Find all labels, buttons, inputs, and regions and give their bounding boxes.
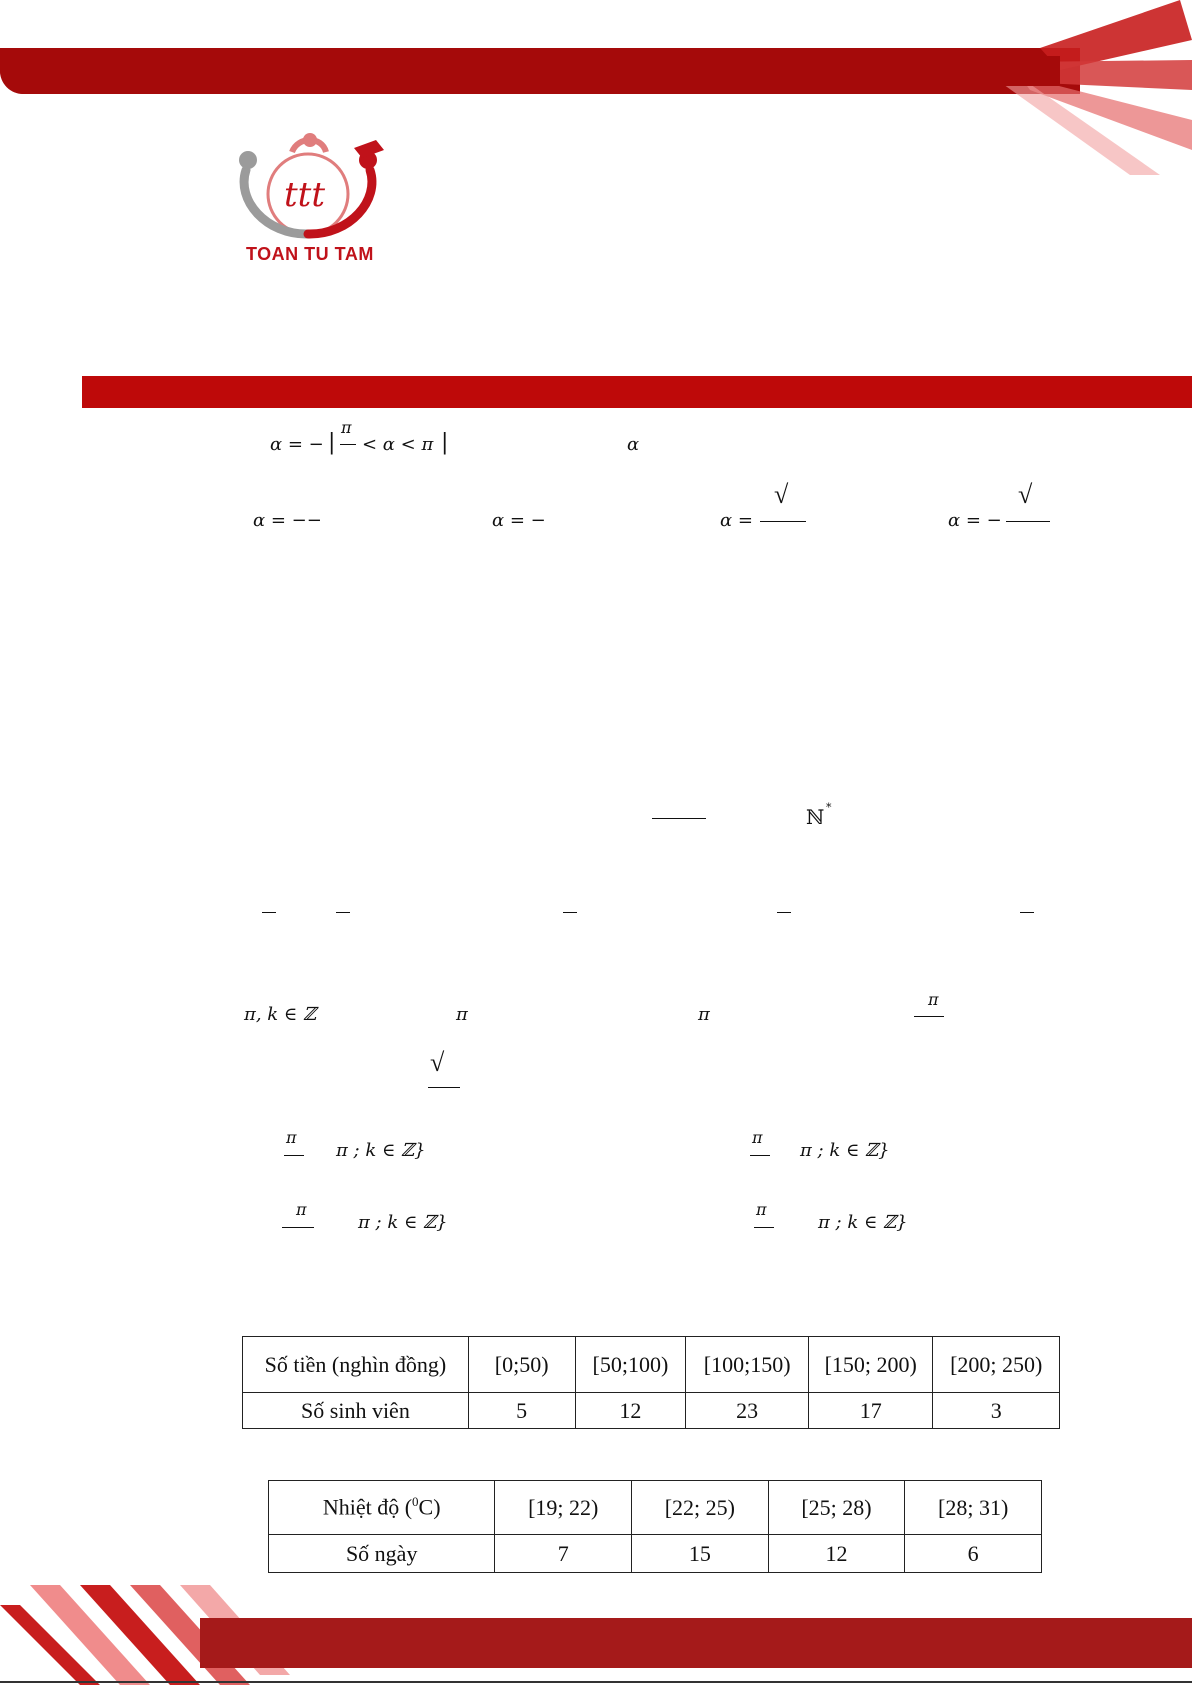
table-header-cell: [200; 250) — [933, 1337, 1060, 1393]
table-header-cell — [269, 1481, 495, 1535]
logo-wordmark: TOAN TU TAM — [246, 244, 374, 264]
table-header-cell: Số tiền (nghìn đồng) — [243, 1337, 469, 1393]
q4-line1-part-a: π, k ∈ ℤ — [244, 1004, 317, 1025]
table-cell: 12 — [575, 1393, 686, 1429]
q4-sqrt: √ — [430, 1048, 445, 1077]
table-cell: Số ngày — [269, 1535, 495, 1573]
q1-stem-bar-right: | — [441, 430, 449, 455]
temp-header-pre: Nhiệt độ ( — [322, 1494, 413, 1520]
table-cell: 6 — [905, 1535, 1042, 1573]
q1-option-b: α = − — [492, 510, 546, 531]
q1-option-c: α = — [720, 510, 753, 531]
table-header-cell: [19; 22) — [495, 1481, 632, 1535]
svg-text:ttt: ttt — [284, 175, 325, 215]
table-header-cell: [22; 25) — [632, 1481, 769, 1535]
q1-stem-bar-left: | — [328, 430, 336, 455]
footer-rule — [0, 1681, 1192, 1683]
header-band — [0, 48, 1080, 94]
q1-option-c-sqrt: √ — [774, 480, 789, 509]
table-header-cell: [100;150) — [686, 1337, 809, 1393]
table-header-row — [243, 1337, 1060, 1393]
table-header-row — [269, 1481, 1042, 1535]
temp-header-sup: 0 — [412, 1494, 419, 1510]
q4-line1-frac-num: π — [928, 990, 939, 1009]
q2-natural-set-star: * — [826, 801, 832, 814]
table-cell: 12 — [768, 1535, 905, 1573]
table-cell: 23 — [686, 1393, 809, 1429]
q3-frac-line-1 — [262, 912, 276, 913]
table-cell: 5 — [468, 1393, 575, 1429]
q4-option-c-frac-line — [282, 1227, 314, 1228]
temperature-frequency-table — [268, 1480, 1042, 1573]
footer-band — [200, 1618, 1192, 1668]
q4-sqrt-frac-line — [428, 1087, 460, 1088]
table-cell: Số sinh viên — [243, 1393, 469, 1429]
q4-option-b-frac-line — [750, 1155, 770, 1156]
q1-option-d-sqrt: √ — [1018, 480, 1033, 509]
q2-natural-set: ℕ — [806, 805, 825, 829]
q1-option-d-frac-line — [1006, 521, 1050, 522]
header-ribbon-decoration — [980, 0, 1192, 175]
q4-option-d-num: π — [756, 1200, 767, 1219]
temp-header-post: C) — [418, 1494, 441, 1520]
table-header-cell: [50;100) — [575, 1337, 686, 1393]
section-title-bar — [82, 376, 1192, 408]
q4-option-d-frac-line — [754, 1227, 774, 1228]
table-cell: 17 — [809, 1393, 933, 1429]
q1-option-c-frac-line — [760, 521, 806, 522]
q1-stem-alpha-eq: α = − — [270, 434, 324, 455]
q4-line1-part-b: π — [456, 1004, 468, 1025]
table-header-cell: [150; 200) — [809, 1337, 933, 1393]
q4-line1-part-c: π — [698, 1004, 710, 1025]
table-header-cell: [25; 28) — [768, 1481, 905, 1535]
table-row — [243, 1393, 1060, 1429]
q4-line1-frac-line — [914, 1016, 944, 1017]
q3-frac-line-3 — [563, 912, 577, 913]
q3-frac-line-2 — [336, 912, 350, 913]
q1-stem-inequality: < α < π — [362, 434, 434, 455]
q4-option-b-num: π — [752, 1128, 763, 1147]
q3-frac-line-5 — [1020, 912, 1034, 913]
q4-option-c-tail: π ; k ∈ ℤ} — [358, 1212, 448, 1233]
q4-option-b-tail: π ; k ∈ ℤ} — [800, 1140, 890, 1161]
q1-option-d: α = − — [948, 510, 1002, 531]
q1-stem-frac-num: π — [341, 418, 352, 437]
table-cell: 15 — [632, 1535, 769, 1573]
money-frequency-table — [242, 1336, 1060, 1429]
table-cell: 3 — [933, 1393, 1060, 1429]
q4-option-a-frac-line — [284, 1155, 304, 1156]
table-row — [269, 1535, 1042, 1573]
q4-option-c-num: π — [296, 1200, 307, 1219]
q1-option-a: α = −− — [253, 510, 322, 531]
q1-stem-frac-line — [340, 444, 356, 445]
q3-frac-line-4 — [777, 912, 791, 913]
table-header-cell: [28; 31) — [905, 1481, 1042, 1535]
q4-option-d-tail: π ; k ∈ ℤ} — [818, 1212, 908, 1233]
q4-option-a-num: π — [286, 1128, 297, 1147]
logo-mark-icon — [226, 130, 396, 245]
q2-frac-line — [652, 818, 706, 819]
q1-stem-alpha: α — [627, 434, 640, 455]
table-header-cell: [0;50) — [468, 1337, 575, 1393]
table-cell: 7 — [495, 1535, 632, 1573]
q4-option-a-tail: π ; k ∈ ℤ} — [336, 1140, 426, 1161]
